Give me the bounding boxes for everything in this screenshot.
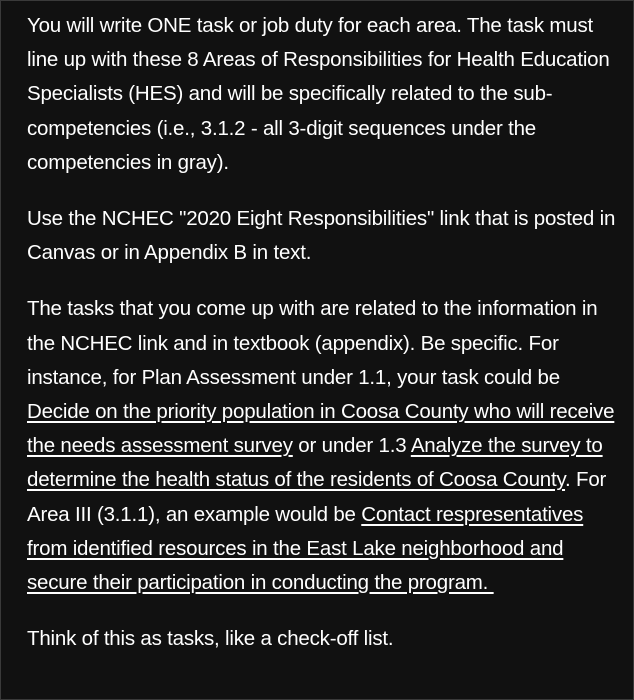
paragraph-checklist-note: Think of this as tasks, like a check-off list. [27,627,394,651]
paragraph-examples [27,292,627,600]
paragraph-task-requirement: You will write ONE task or job duty for each area. The task must line up with these 8 Areas of Responsibilities for Health Education Specialists (HES) and will be specifically related to the sub-competencies (i.e., 3.1.2 - all 3-digit sequences under the competencies in gray). [27,14,610,174]
examples-join-1: or under 1.3 [292,434,411,458]
instructions-text [27,9,627,678]
example-task-1-1: Decide on the priority population in Coosa County who will receive the needs assessment survey [27,400,615,458]
examples-intro: The tasks that you come up with are related to the information in the NCHEC link and in textbook (appendix). Be specific. For instance, for Plan Assessment under 1.1, your task could be [27,297,598,389]
paragraph-nchec-link: Use the NCHEC "2020 Eight Responsibilities" link that is posted in Canvas or in Appendix B in text. [27,207,616,265]
examples-join-2: . For Area III (3.1.1), an example would be [27,468,607,526]
example-task-3-1-1: Contact respresentatives from identified resources in the East Lake neighborhood and secure their participation in conducting the program. [27,502,584,595]
example-task-1-3: Analyze the survey to determine the health status of the residents of Coosa County [27,434,603,492]
